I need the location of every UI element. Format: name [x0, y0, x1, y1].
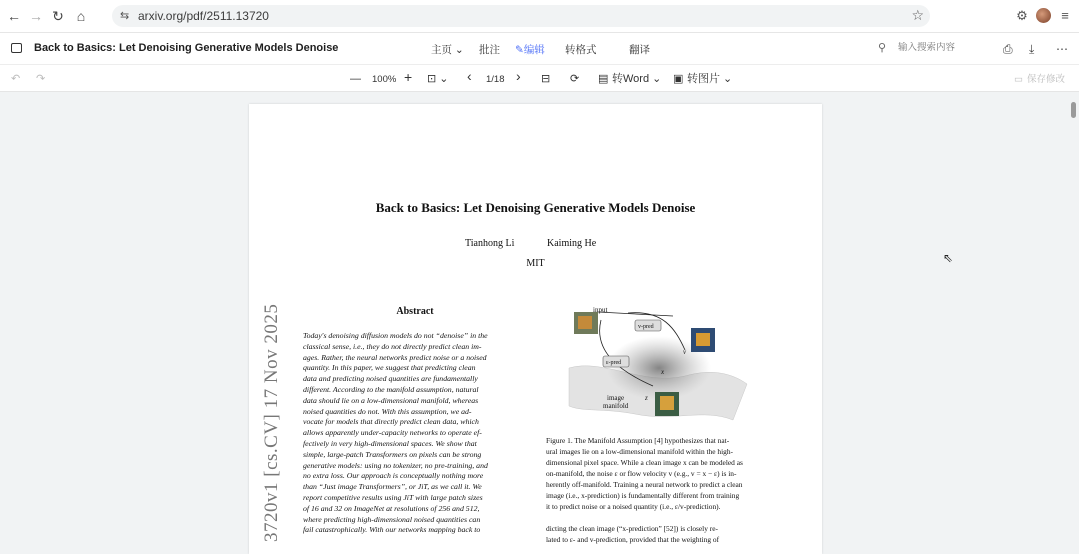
body-line: lated to ε- and v-prediction, provided that the weighting of — [546, 535, 720, 544]
figure-label-image-manifold-line2: manifold — [603, 402, 629, 410]
image-file-icon: ▣ — [673, 73, 684, 85]
word-file-icon: ▤ — [598, 73, 609, 85]
undo-icon[interactable]: ↶ — [11, 73, 21, 85]
figure-caption — [546, 435, 768, 512]
prev-page-button[interactable]: ‹ — [467, 68, 472, 84]
scrollbar-thumb[interactable] — [1071, 102, 1076, 118]
body-text — [546, 523, 768, 545]
search-box[interactable] — [872, 39, 992, 59]
abstract-line: quantity. In this paper, we suggest that predicting clean — [303, 363, 476, 373]
convert-image-button[interactable]: 转图片 ⌄ — [687, 73, 733, 85]
extensions-icon[interactable]: ⚙ — [1016, 8, 1028, 23]
arxiv-stamp — [261, 302, 281, 542]
edit-icon: ✎ — [515, 44, 524, 56]
zoom-level[interactable]: 100% — [372, 74, 397, 85]
abstract-line: generative models: using no tokenizer, no pre-training, and — [303, 460, 488, 470]
author-name: Tianhong Li — [465, 238, 515, 249]
caption-line: on-manifold, the noise ε or flow velocity v (e.g., v = x − ε) is in- — [546, 469, 737, 478]
back-icon[interactable]: ← — [7, 8, 21, 24]
abstract-line: Today's denoising diffusion models do not “denoise” in the — [303, 331, 488, 340]
bookmark-star-icon[interactable]: ☆ — [911, 7, 924, 23]
download-icon[interactable]: ⤓ — [1029, 42, 1035, 56]
caption-line: image (i.e., x-prediction) is fundamentally different from training — [546, 491, 740, 500]
abstract-line: report competitive results using JiT with large patch sizes — [303, 492, 483, 502]
caption-line: it to predict noise or a noised quantity (i.e., ε/v-prediction). — [546, 502, 721, 511]
caption-line: ural images lie on a low-dimensional manifold within the high- — [546, 447, 733, 456]
pdf-page — [249, 104, 822, 554]
page-indicator[interactable]: 1/18 — [486, 74, 505, 85]
figure-label-image-manifold — [603, 394, 629, 410]
arxiv-stamp-text: 3720v1 [cs.CV] 17 Nov 2025 — [261, 303, 282, 542]
save-icon[interactable]: ▭ — [1014, 74, 1023, 85]
figure-label-input: input — [593, 306, 608, 314]
abstract-line: of 16 and 32 on ImageNet at resolutions of 256 and 512, — [303, 503, 480, 513]
caption-line: dimensional pixel space. While a clean image x can be modeled as — [546, 458, 743, 467]
pdf-toolbar — [0, 64, 1079, 92]
redo-icon[interactable]: ↷ — [36, 73, 46, 85]
abstract-line: classical sense, i.e., they do not directly predict clean im- — [303, 341, 482, 351]
abstract-line: data should lie on a low-dimensional manifold, whereas — [303, 395, 479, 405]
figure-label-eps-pred: ε-pred — [606, 360, 622, 366]
next-page-button[interactable]: › — [516, 68, 521, 84]
paper-title: Back to Basics: Let Denoising Generative Models Denoise — [375, 200, 696, 215]
browser-toolbar — [0, 0, 1079, 32]
figure-label-x: x — [661, 368, 665, 376]
abstract-line: fectively in very high-dimensional spaces. We show that — [303, 438, 477, 448]
address-bar[interactable] — [112, 5, 930, 27]
abstract-line: noised quantities do not. With this assumption, we ad- — [303, 406, 472, 416]
abstract-heading: Abstract — [396, 306, 434, 317]
profile-avatar[interactable] — [1036, 8, 1051, 23]
search-input[interactable] — [898, 42, 988, 53]
convert-word-button[interactable]: 转Word ⌄ — [612, 73, 662, 85]
abstract-line: vocate for models that directly predict clean data, which — [303, 417, 479, 427]
sidebar-toggle-icon[interactable] — [11, 43, 22, 53]
tab-home[interactable]: 主页 ⌄ — [431, 44, 464, 56]
more-icon[interactable]: ⋯ — [1056, 42, 1068, 56]
figure-label-v-pred: v-pred — [638, 324, 654, 330]
search-icon: ⚲ — [878, 42, 887, 54]
manifold-figure — [563, 302, 755, 422]
abstract-line: no extra loss. Our approach is conceptually nothing more — [303, 471, 484, 481]
caption-line: Figure 1. The Manifold Assumption [4] hypothesizes that nat- — [546, 436, 730, 445]
figure-label-z: z — [645, 394, 648, 402]
document-viewport[interactable] — [0, 92, 1079, 543]
tab-convert[interactable]: 转格式 — [565, 44, 597, 56]
document-title: Back to Basics: Let Denoising Generative Models Denoise — [34, 42, 339, 54]
figure-label-image-manifold-line1: image — [607, 394, 625, 402]
two-page-icon[interactable]: ⊟ — [541, 73, 551, 85]
forward-icon[interactable]: → — [29, 8, 43, 24]
save-changes-button[interactable]: 保存修改 — [1027, 74, 1066, 85]
abstract-line: allows apparently under-capacity networks to operate ef- — [303, 428, 482, 438]
abstract-line: than “Just image Transformers”, or JiT, as we call it. We — [303, 482, 482, 492]
zoom-in-button[interactable]: + — [404, 69, 413, 85]
reload-icon[interactable]: ↻ — [52, 8, 64, 24]
tab-edit[interactable] — [515, 42, 545, 57]
author-name: Kaiming He — [547, 238, 597, 249]
abstract-line: fail catastrophically. With our networks mapping back to — [303, 525, 481, 535]
abstract-line: different. According to the manifold assumption, natural — [303, 384, 479, 394]
tab-edit-label: 编辑 — [523, 44, 545, 56]
abstract-line: ages. Rather, the neural networks predict noise or a noised — [303, 352, 487, 362]
fit-mode-dropdown[interactable]: ⊡ ⌄ — [427, 73, 449, 85]
url-text[interactable]: arxiv.org/pdf/2511.13720 — [138, 9, 269, 23]
abstract-body — [303, 331, 525, 536]
zoom-out-button[interactable]: — — [350, 73, 361, 85]
abstract-line: data and predicting noised quantities are fundamentally — [303, 374, 478, 384]
abstract-line: where predicting high-dimensional noised quantities can — [303, 514, 481, 524]
tab-annotate[interactable]: 批注 — [479, 44, 500, 56]
rotate-icon[interactable]: ⟳ — [570, 73, 580, 85]
browser-menu-icon[interactable]: ≡ — [1061, 8, 1069, 23]
home-icon[interactable]: ⌂ — [76, 8, 86, 24]
tab-translate[interactable]: 翻译 — [629, 44, 650, 56]
body-line: dicting the clean image (“x-prediction” [52]) is closely re- — [546, 524, 718, 533]
caption-line: herently off-manifold. Training a neural network to predict a clean — [546, 480, 743, 489]
affiliation: MIT — [526, 258, 545, 269]
abstract-line: simple, large-patch Transformers on pixels can be strong — [303, 449, 482, 459]
app-header — [0, 32, 1079, 64]
print-icon[interactable]: ⎙ — [1003, 42, 1013, 56]
site-info-icon[interactable]: ⇆ — [120, 10, 130, 22]
mouse-cursor-icon: ⇖ — [943, 251, 954, 265]
figure-label-v: v — [683, 348, 687, 356]
